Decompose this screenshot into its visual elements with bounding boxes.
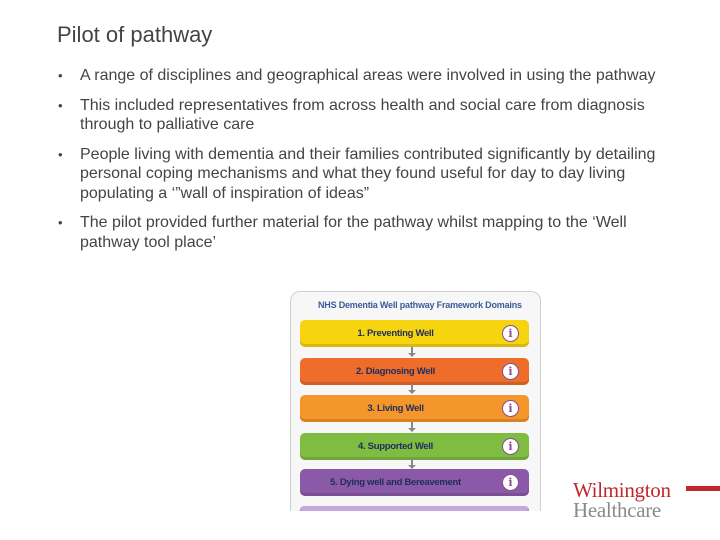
framework-title: NHS Dementia Well pathway Framework Domains — [318, 300, 522, 310]
info-icon[interactable]: i — [502, 438, 519, 455]
domain-label: 4. Supported Well — [358, 441, 433, 452]
logo-line-1: Wilmington — [573, 478, 671, 502]
domain-label: 2. Diagnosing Well — [356, 366, 435, 377]
bullet-marker: • — [58, 215, 63, 230]
domain-label: 1. Preventing Well — [357, 328, 434, 339]
bullet-marker: • — [58, 68, 63, 83]
domain-living-well — [300, 395, 529, 422]
bullet-list — [56, 66, 676, 262]
down-arrow-icon — [408, 428, 416, 432]
domain-label: 5. Dying well and Bereavement — [330, 477, 461, 488]
bullet-marker: • — [58, 146, 63, 162]
down-arrow-icon — [408, 390, 416, 394]
info-icon[interactable]: i — [502, 474, 519, 491]
domain-diagnosing-well — [300, 358, 529, 385]
bullet-item — [56, 66, 676, 86]
slide-title: Pilot of pathway — [57, 22, 213, 47]
bullet-text: A range of disciplines and geographical areas were involved in using the pathway — [80, 67, 656, 84]
domain-partial-row — [300, 506, 529, 511]
bullet-text: This included representatives from across health and social care from diagnosis through to palliative care — [80, 96, 645, 133]
domain-preventing-well — [300, 320, 529, 347]
info-icon[interactable]: i — [502, 400, 519, 417]
wilmington-healthcare-logo — [573, 480, 671, 520]
domain-label: 3. Living Well — [367, 403, 424, 414]
logo-line-2: Healthcare — [573, 498, 661, 522]
down-arrow-icon — [408, 353, 416, 357]
logo-accent-bar — [686, 486, 720, 491]
domain-supported-well — [300, 433, 529, 460]
info-icon[interactable]: i — [502, 325, 519, 342]
bullet-marker: • — [58, 97, 63, 113]
bullet-text: The pilot provided further material for the pathway whilst mapping to the ‘Well pathway tool place’ — [80, 214, 627, 251]
bullet-item — [56, 96, 676, 135]
bullet-item — [56, 145, 676, 204]
framework-domains-image — [290, 291, 541, 511]
info-icon[interactable]: i — [502, 363, 519, 380]
bullet-text: People living with dementia and their families contributed significantly by detailing personal coping mechanisms and what they found useful for day to day living populating a ‘”wall of inspiration of ideas” — [80, 145, 656, 202]
domain-dying-well — [300, 469, 529, 496]
bullet-item — [56, 213, 676, 252]
